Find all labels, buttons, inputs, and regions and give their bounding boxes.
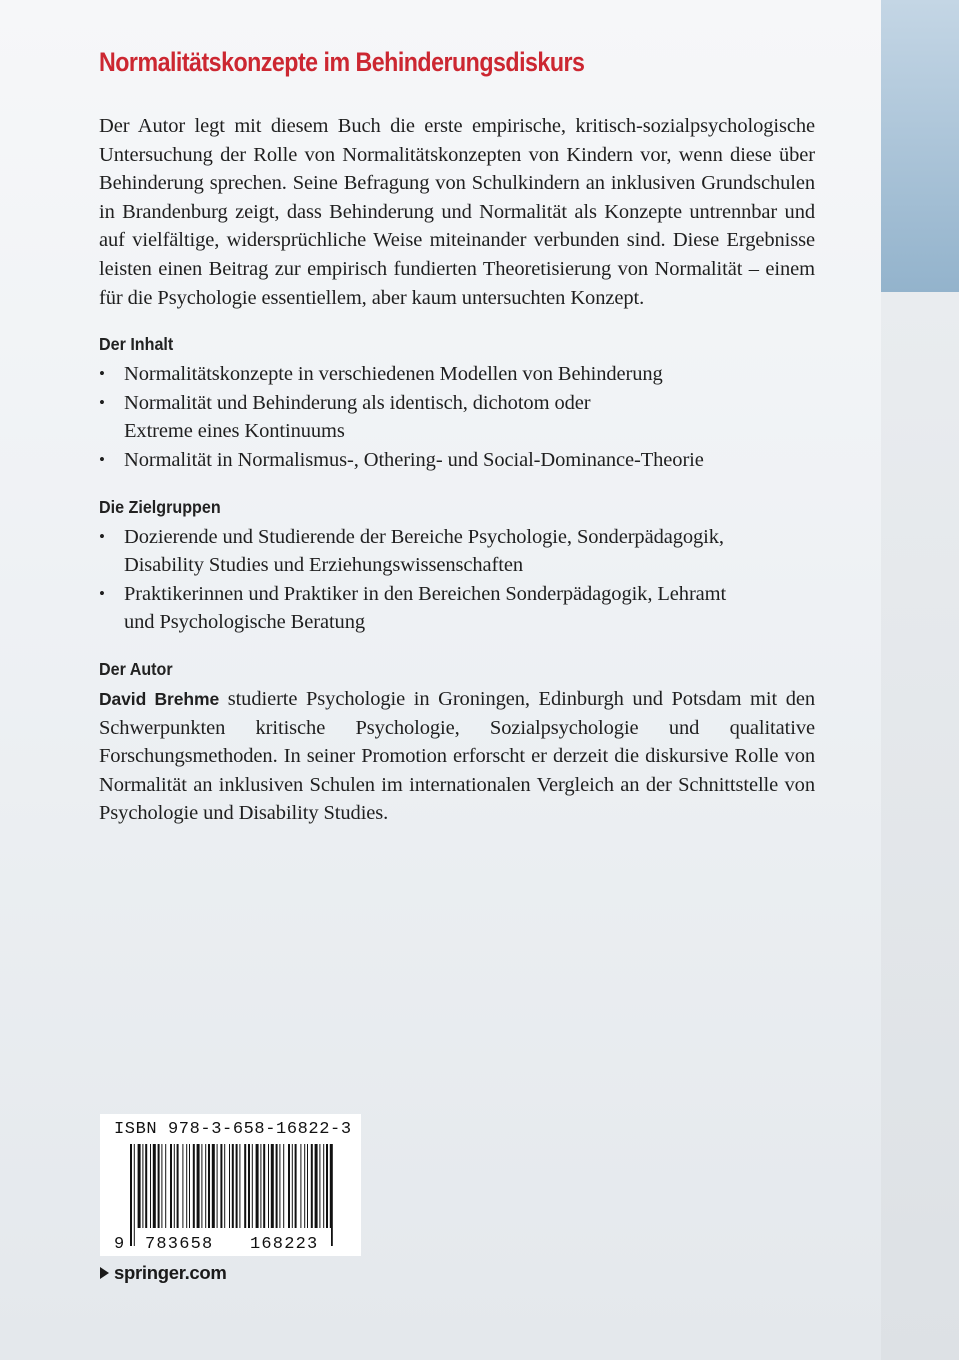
barcode-bar	[252, 1144, 253, 1228]
barcode-digits-right: 168223	[250, 1235, 319, 1254]
barcode-bar	[326, 1144, 328, 1228]
list-item: • Normalität und Behinderung als identisch, dichotom oder Extreme eines Kontinuums	[99, 389, 815, 446]
barcode-bar	[189, 1144, 190, 1228]
barcode-bar	[268, 1144, 269, 1228]
author-name: David Brehme	[99, 688, 220, 709]
arrow-right-icon	[100, 1267, 109, 1279]
barcode-graphic	[100, 1114, 361, 1256]
section-autor	[99, 657, 815, 828]
section-zielgruppen	[99, 495, 815, 637]
list-item: • Dozierende und Studierende der Bereiche Psychologie, Sonderpädagogik, Disability Studies und Erziehungswissenschaften	[99, 523, 815, 580]
list-item: • Normalitätskonzepte in verschiedenen Modellen von Behinderung	[99, 360, 815, 389]
barcode-bar	[279, 1144, 280, 1228]
barcode-bar	[220, 1144, 222, 1228]
bullet-icon: •	[99, 364, 105, 384]
barcode-bar	[165, 1144, 166, 1228]
barcode-bar	[311, 1144, 313, 1228]
barcode-bar	[193, 1144, 195, 1228]
barcode-bar	[145, 1144, 147, 1228]
inhalt-list	[99, 360, 815, 474]
barcode-bar	[182, 1144, 183, 1228]
barcode-bar	[271, 1144, 274, 1228]
barcode-bar	[170, 1144, 172, 1228]
barcode-bar	[244, 1144, 246, 1228]
publisher-link[interactable]	[100, 1262, 227, 1284]
section-heading-autor: Der Autor	[99, 658, 173, 679]
barcode-bar	[130, 1144, 132, 1246]
section-heading-inhalt: Der Inhalt	[99, 334, 174, 355]
barcode-bar	[142, 1144, 143, 1228]
barcode-bar	[150, 1144, 151, 1228]
barcode-bar	[201, 1144, 202, 1228]
bullet-icon: •	[99, 583, 105, 603]
barcode-digits-left: 783658	[145, 1235, 214, 1254]
barcode-bar	[283, 1144, 284, 1228]
book-title: Normalitätskonzepte im Behinderungsdiskurs	[99, 47, 585, 77]
barcode-bar	[158, 1144, 160, 1228]
barcode-bar	[134, 1144, 135, 1246]
side-strip	[881, 292, 959, 1360]
author-bio	[99, 685, 815, 828]
author-bio-text: studierte Psychologie in Groningen, Edinburgh und Potsdam mit den Schwerpunkten kritische Psychologie, Sozialpsychologie und qualitative Forschungsmethoden. In seiner Promotion erforscht er derzeit die diskursive Rolle von Normalität an inklusiven Schulen im internationalen Vergleich an der Schnittstelle von Psychologie und Disability Studies.	[99, 687, 815, 825]
barcode-bar	[248, 1144, 250, 1228]
barcode-bar	[319, 1144, 320, 1228]
section-inhalt	[99, 332, 815, 474]
side-color-tab	[881, 0, 959, 292]
zielgruppen-list	[99, 523, 815, 637]
list-item: • Praktikerinnen und Praktiker in den Bereichen Sonderpädagogik, Lehramt und Psychologische Beratung	[99, 580, 815, 637]
bullet-icon: •	[99, 449, 105, 469]
isbn-barcode	[100, 1114, 361, 1256]
barcode-bar	[260, 1144, 261, 1228]
barcode-bar	[323, 1144, 324, 1228]
barcode-bar	[276, 1144, 278, 1228]
barcode-bar	[263, 1144, 265, 1228]
publisher-link-text[interactable]: springer.com	[114, 1262, 227, 1283]
barcode-bar	[217, 1144, 218, 1228]
barcode-bar	[229, 1144, 230, 1228]
barcode-bar	[186, 1144, 187, 1228]
list-item: • Normalität in Normalismus-, Othering- und Social-Dominance-Theorie	[99, 446, 815, 475]
barcode-bar	[205, 1144, 206, 1228]
isbn-label: ISBN 978-3-658-16822-3	[114, 1120, 352, 1139]
barcode-bar	[224, 1144, 225, 1228]
barcode-bar	[232, 1144, 234, 1228]
bullet-icon: •	[99, 526, 105, 546]
barcode-bar	[300, 1144, 301, 1228]
barcode-bar	[288, 1144, 290, 1228]
barcode-bar	[292, 1144, 293, 1228]
section-heading-zielgruppen: Die Zielgruppen	[99, 496, 221, 517]
bullet-icon: •	[99, 392, 105, 412]
barcode-bar	[177, 1144, 179, 1228]
barcode-bar	[212, 1144, 215, 1228]
barcode-bar	[138, 1144, 141, 1228]
barcode-bar	[153, 1144, 156, 1228]
barcode-first-digit: 9	[114, 1235, 125, 1254]
barcode-bar	[208, 1144, 210, 1228]
barcode-bar	[304, 1144, 305, 1228]
intro-paragraph: Der Autor legt mit diesem Buch die erste empirische, kritisch-sozialpsychologische Untersuchung der Rolle von Normalitätskonzepten von Kindern vor, wenn diese über Behinderung sprechen. Seine Befragung von Schulkindern an inklusiven Grundschulen in Brandenburg zeigt, dass Behinderung und Normalität als Konzepte untrennbar und auf vielfältige, widersprüchliche Weise miteinander verbunden sind. Diese Ergebnisse leisten einen Beitrag zur empirisch fundierten Theoretisierung von Normalität – einem für die Psychologie essentiellem, aber kaum untersuchten Konzept.	[99, 115, 815, 309]
barcode-bar	[295, 1144, 297, 1228]
back-cover-content	[99, 40, 815, 828]
barcode-bar	[197, 1144, 200, 1228]
barcode-bar	[161, 1144, 162, 1228]
barcode-bar	[315, 1144, 318, 1228]
barcode-bar	[307, 1144, 308, 1228]
barcode-bar	[256, 1144, 259, 1228]
barcode-bar	[174, 1144, 175, 1228]
